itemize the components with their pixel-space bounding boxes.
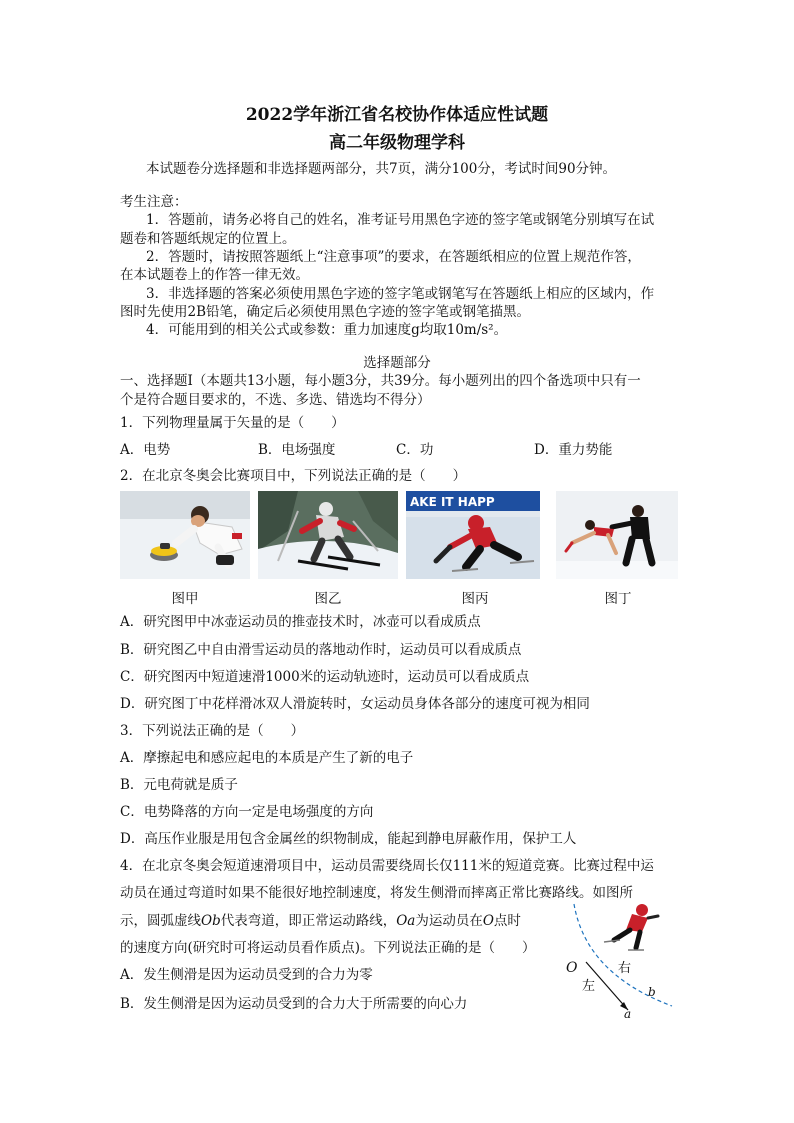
notice-item-4: 4．可能用到的相关公式或参数：重力加速度g均取10m/s²。 [146,322,508,338]
q4-label-ob: Ob [201,913,221,929]
q1-option-c: C．功 [396,442,434,458]
q1-option-a: A．电势 [120,442,171,458]
notice-item-3: 3．非选择题的答案必须使用黑色字迹的签字笔或钢笔写在答题纸上相应的区域内，作 [146,286,655,302]
q1-option-b: B．电场强度 [258,442,336,458]
q3-option-b: B．元电荷就是质子 [120,777,238,793]
q2-option-a: A．研究图甲中冰壶运动员的推壶技术时，冰壶可以看成质点 [120,614,481,630]
q1-option-d: D．重力势能 [534,442,613,458]
label-b: b [648,985,656,999]
q4-line3-text-c: 为运动员在 [415,913,483,929]
q3-option-c: C．电势降落的方向一定是电场强度的方向 [120,804,374,820]
notice-item-3-cont: 图时先使用2B铅笔，确定后必须使用黑色字迹的签字笔或钢笔描黑。 [120,304,531,320]
notice-item-1-cont: 题卷和答题纸规定的位置上。 [120,231,296,247]
label-left: 左 [582,979,596,994]
q1-stem: 1．下列物理量属于矢量的是（ ） [120,415,345,431]
q2-option-b: B．研究图乙中自由滑雪运动员的落地动作时，运动员可以看成质点 [120,642,522,658]
photo-figure-skating [556,491,678,579]
label-o: O [566,960,578,976]
q4-option-b: B．发生侧滑是因为运动员受到的合力大于所需要的向心力 [120,996,468,1012]
q4-stem-line-1: 4．在北京冬奥会短道速滑项目中，运动员需要绕周长仅111米的短道竞赛。比赛过程中运 [120,858,654,874]
photo-short-track [406,491,540,579]
q3-option-a: A．摩擦起电和感应起电的本质是产生了新的电子 [120,750,414,766]
q2-option-d: D．研究图丁中花样滑冰双人滑旋转时，女运动员身体各部分的速度可视为相同 [120,696,590,712]
q4-figure [560,896,680,1020]
exam-subtitle: 高二年级物理学科 [329,133,465,153]
notice-item-2: 2．答题时，请按照答题纸上“注意事项”的要求，在答题纸相应的位置上规范作答， [146,249,641,265]
q2-stem: 2．在北京冬奥会比赛项目中，下列说法正确的是（ ） [120,468,467,484]
skater-icon [604,904,658,950]
photo-skier [258,491,398,579]
q4-line3-text-a: 示，圆弧虚线 [120,913,201,929]
q4-line3-text-b: 代表弯道，即正常运动路线， [220,913,397,929]
caption-jia: 图甲 [171,591,199,607]
photo-curling [120,491,250,579]
q3-option-d: D．高压作业服是用包含金属丝的织物制成，能起到静电屏蔽作用，保护工人 [120,831,577,847]
exam-title: 2022学年浙江省名校协作体适应性试题 [245,105,549,125]
q4-label-o: O [482,913,494,929]
q3-stem: 3．下列说法正确的是（ ） [120,723,305,739]
exam-intro: 本试题卷分选择题和非选择题两部分，共7页，满分100分，考试时间90分钟。 [146,161,617,177]
caption-ding: 图丁 [604,591,632,607]
banner-text: AKE IT HAPP [410,495,495,509]
q4-line3-text-d: 点时 [493,913,521,929]
notice-item-1: 1．答题前，请务必将自己的姓名，准考证号用黑色字迹的签字笔或钢笔分别填写在试 [146,212,655,228]
section-title: 选择题部分 [363,355,431,371]
q2-option-c: C．研究图丙中短道速滑1000米的运动轨迹时，运动员可以看成质点 [120,669,530,685]
notice-item-2-cont: 在本试题卷上的作答一律无效。 [120,267,309,283]
section-intro-cont: 个是符合题目要求的，不选、多选、错选均不得分） [120,392,431,408]
caption-bing: 图丙 [461,591,489,607]
notice-heading: 考生注意： [120,194,188,210]
q4-option-a: A．发生侧滑是因为运动员受到的合力为零 [120,967,373,983]
q4-stem-line-3 [120,909,521,929]
q4-stem-line-4: 的速度方向(研究时可将运动员看作质点)。下列说法正确的是（ ） [120,940,536,956]
section-intro: 一、选择题Ⅰ（本题共13小题，每小题3分，共39分。每小题列出的四个备选项中只有一 [120,373,641,389]
q4-label-oa: Oa [396,913,416,929]
q4-stem-line-2: 动员在通过弯道时如果不能很好地控制速度，将发生侧滑而摔离正常比赛路线。如图所 [120,885,633,901]
label-a: a [624,1007,632,1020]
label-right: 右 [618,961,632,976]
caption-yi: 图乙 [314,591,342,607]
